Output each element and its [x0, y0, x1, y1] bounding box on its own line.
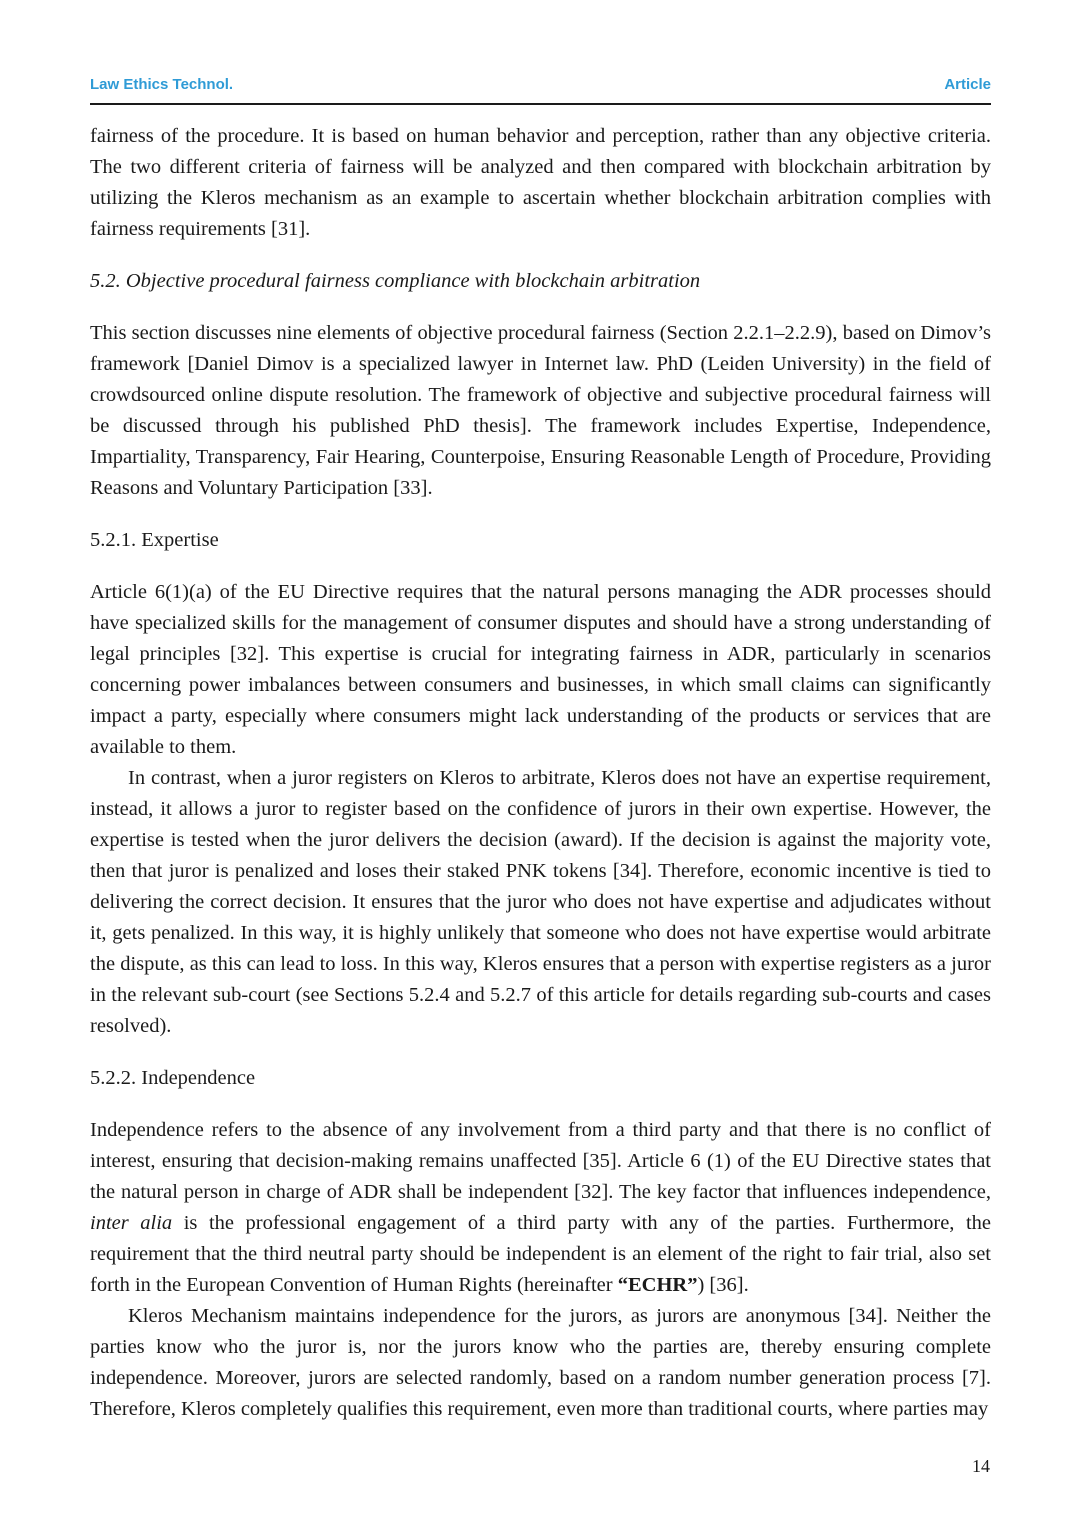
header-divider: [90, 103, 991, 105]
article-type-label: Article: [944, 76, 991, 93]
text-segment: Independence refers to the absence of any involvement from a third party and that there is no conflict of interest, ensuring that decision-making remains unaffected [35]. Article 6 (1) of the EU Directive states that the natural person in charge of ADR shall be independent [32]. The key factor that influences independence,: [90, 1119, 991, 1203]
running-header: [90, 76, 991, 98]
paragraph-fairness-intro: fairness of the procedure. It is based on human behavior and perception, rather than any objective criteria. The two different criteria of fairness will be analyzed and then compared with blockchain arbitration by utilizing the Kleros mechanism as an example to ascertain whether blockchain arbitration complies with fairness requirements [31].: [90, 125, 991, 240]
paragraph-nine-elements: This section discusses nine elements of objective procedural fairness (Section 2.2.1–2.2.9), based on Dimov’s framework [Daniel Dimov is a specialized lawyer in Internet law. PhD (Leiden University) in the field of crowdsourced online dispute resolution. The framework of objective and subjective procedural fairness will be discussed through his published PhD thesis]. The framework includes Expertise, Independence, Impartiality, Transparency, Fair Hearing, Counterpoise, Ensuring Reasonable Length of Procedure, Providing Reasons and Voluntary Participation [33].: [90, 322, 991, 499]
paragraph-independence-definition: [90, 1115, 991, 1301]
journal-name: Law Ethics Technol.: [90, 76, 234, 93]
section-heading-5-2-1: 5.2.1. Expertise: [90, 529, 219, 551]
paragraph-expertise-kleros: In contrast, when a juror registers on Kleros to arbitrate, Kleros does not have an expertise requirement, instead, it allows a juror to register based on the confidence of jurors in their own expertise. However, the expertise is tested when the juror delivers the decision (award). If the decision is against the majority vote, then that juror is penalized and loses their staked PNK tokens [34]. Therefore, economic incentive is tied to delivering the correct decision. It ensures that the juror who does not have expertise and adjudicates without it, gets penalized. In this way, it is highly unlikely that someone who does not have expertise would arbitrate the dispute, as this can lead to loss. In this way, Kleros ensures that a person with expertise registers as a juror in the relevant sub-court (see Sections 5.2.4 and 5.2.7 of this article for details regarding sub-courts and cases resolved).: [90, 767, 991, 1037]
abbreviation-echr: “ECHR”: [617, 1274, 698, 1296]
article-body: [90, 121, 991, 1425]
text-segment: ) [36].: [697, 1274, 749, 1296]
section-heading-5-2-2: 5.2.2. Independence: [90, 1067, 256, 1089]
paragraph-independence-kleros: Kleros Mechanism maintains independence for the jurors, as jurors are anonymous [34]. Neither the parties know who the juror is, nor the jurors know who the parties are, thereby ensuring complete independence. Moreover, jurors are selected randomly, based on a random number generation process [7]. Therefore, Kleros completely qualifies this requirement, even more than traditional courts, where parties may: [90, 1305, 991, 1420]
latin-term: inter alia: [90, 1212, 173, 1234]
text-segment: is the professional engagement of a third party with any of the parties. Furthermore, the requirement that the third neutral party should be independent is an element of the right to fair trial, also set forth in the European Convention of Human Rights (hereinafter: [90, 1212, 992, 1296]
page-number: 14: [972, 1456, 990, 1476]
section-heading-5-2: 5.2. Objective procedural fairness compliance with blockchain arbitration: [90, 270, 701, 292]
paragraph-expertise-directive: Article 6(1)(a) of the EU Directive requires that the natural persons managing the ADR processes should have specialized skills for the management of consumer disputes and should have a strong understanding of legal principles [32]. This expertise is crucial for integrating fairness in ADR, particularly in scenarios concerning power imbalances between consumers and businesses, in which small claims can significantly impact a party, especially where consumers might lack understanding of the products or services that are available to them.: [90, 581, 991, 758]
